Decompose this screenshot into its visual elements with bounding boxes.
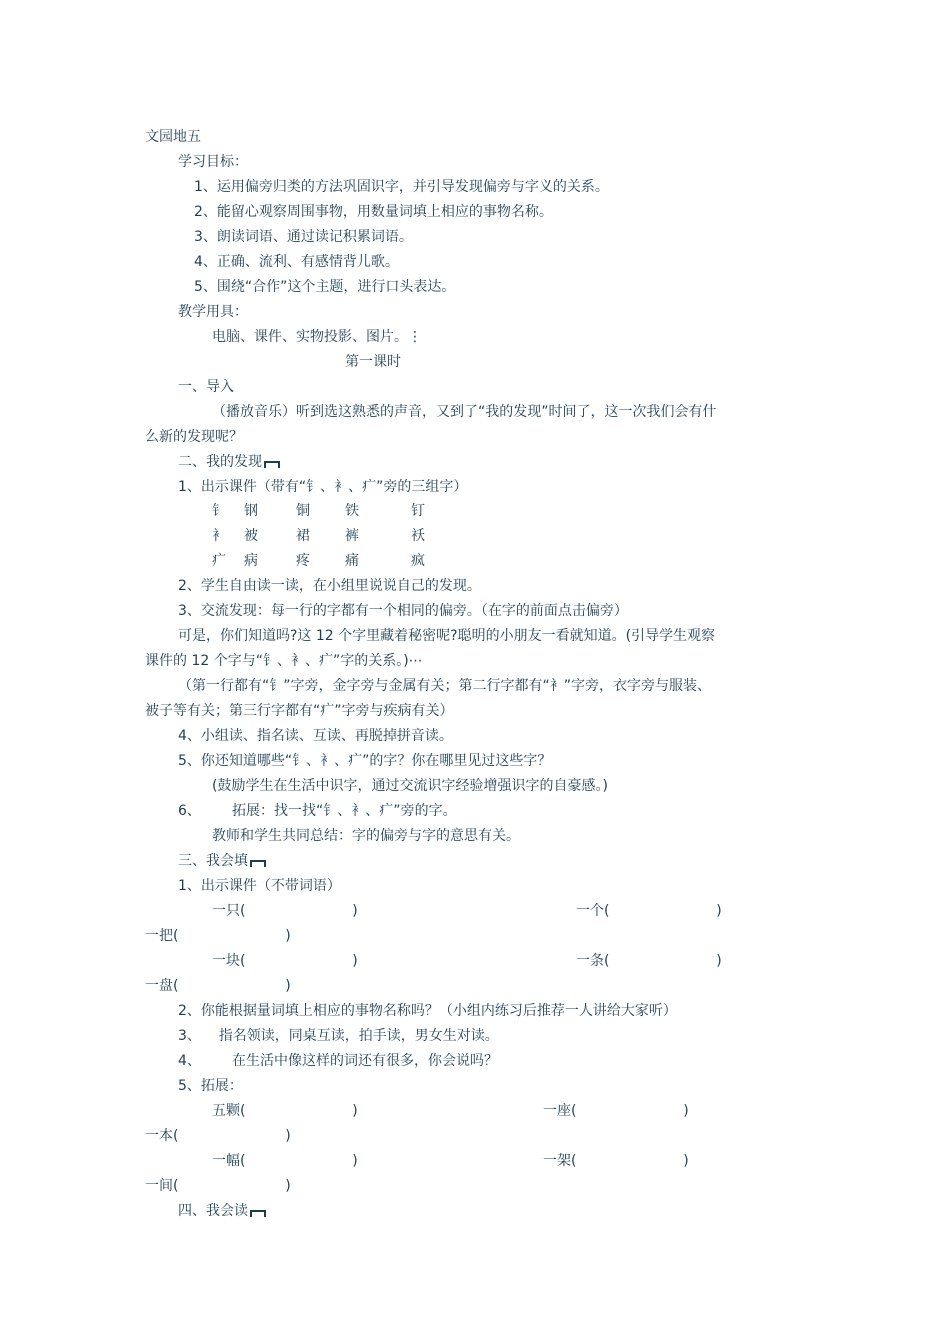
section-heading-row <box>178 851 266 871</box>
list-item: 4、小组读、指名读、互读、再脱掉拼音读。 <box>178 728 453 744</box>
char-cell: 疯 <box>411 553 425 569</box>
goal-item: 5、围绕“合作”这个主题，进行口头表达。 <box>194 279 456 295</box>
fill-blank: 一座( ) <box>543 1103 689 1119</box>
char-cell: 痛 <box>345 553 359 569</box>
fill-blank: 一块( ) <box>212 953 358 969</box>
paragraph: 被子等有关；第三行字都有“疒”字旁与疾病有关） <box>145 703 454 719</box>
char-cell: 被 <box>244 528 258 544</box>
doc-title: 文园地五 <box>145 129 201 145</box>
goals-heading: 学习目标： <box>178 154 248 170</box>
paragraph: 可是，你们知道吗?这 12 个字里藏着秘密呢?聪明的小朋友一看就知道。(引导学生观察 <box>178 628 716 644</box>
section-heading-row <box>178 452 280 472</box>
char-cell: 裤 <box>345 528 359 544</box>
section-heading: 三、我会填 <box>178 853 248 869</box>
list-item: 6、 拓展：找一找“钅、衤、疒”旁的字。 <box>178 803 457 819</box>
paragraph: 课件的 12 个字与“钅、衤、疒”字的关系。)⋯ <box>145 653 423 669</box>
fill-blank: 一本( ) <box>145 1128 291 1144</box>
section-heading: 一、导入 <box>178 379 234 395</box>
fill-blank: 一只( ) <box>212 903 358 919</box>
char-cell: 袄 <box>411 528 425 544</box>
fill-blank: 五颗( ) <box>212 1103 358 1119</box>
summary: 教师和学生共同总结：字的偏旁与字的意思有关。 <box>212 828 520 844</box>
char-cell: 钢 <box>244 503 258 519</box>
fill-blank: 一条( ) <box>576 953 722 969</box>
char-cell: 铜 <box>296 503 310 519</box>
list-item: 5、你还知道哪些“钅、衤、疒”的字？你在哪里见过这些字？ <box>178 753 552 769</box>
section-heading: 四、我会读 <box>178 1203 248 1219</box>
list-item: 1、出示课件（不带词语） <box>178 878 341 894</box>
list-item: 3、 指名领读，同桌互读，拍手读，男女生对读。 <box>178 1028 499 1044</box>
fold-mark-icon <box>250 1210 266 1217</box>
fill-blank: 一架( ) <box>543 1153 689 1169</box>
goal-item: 1、运用偏旁归类的方法巩固识字，并引导发现偏旁与字义的关系。 <box>194 179 609 195</box>
fold-mark-icon <box>250 860 266 867</box>
fill-blank: 一间( ) <box>145 1178 291 1194</box>
section-heading: 二、我的发现 <box>178 454 262 470</box>
fill-blank: 一个( ) <box>576 903 722 919</box>
section-heading-row <box>178 1201 266 1221</box>
fill-blank: 一把( ) <box>145 928 291 944</box>
tools-heading: 教学用具： <box>178 304 248 320</box>
fill-blank: 一幅( ) <box>212 1153 358 1169</box>
list-item: 2、你能根据量词填上相应的事物名称吗？（小组内练习后推荐一人讲给大家听） <box>178 1003 677 1019</box>
note: (鼓励学生在生活中识字，通过交流识字经验增强识字的自豪感。) <box>212 778 608 794</box>
list-item: 1、出示课件（带有“钅、衤、疒”旁的三组字） <box>178 479 468 495</box>
goal-item: 3、朗读词语、通过读记积累词语。 <box>194 229 413 245</box>
list-item: 2、学生自由读一读，在小组里说说自己的发现。 <box>178 578 481 594</box>
char-cell: 铁 <box>345 503 359 519</box>
paragraph: 么新的发现呢？ <box>145 429 243 445</box>
paragraph: （播放音乐）听到选这熟悉的声音，又到了“我的发现”时间了，这一次我们会有什 <box>212 404 717 420</box>
paragraph: （第一行都有“钅”字旁，金字旁与金属有关；第二行字都有“衤”字旁，衣字旁与服装、 <box>178 678 712 694</box>
char-cell: 钅 <box>212 503 226 519</box>
list-item: 3、交流发现：每一行的字都有一个相同的偏旁。（在字的前面点击偏旁） <box>178 603 628 619</box>
char-cell: 衤 <box>212 528 226 544</box>
fold-mark-icon <box>264 461 280 468</box>
list-item: 4、 在生活中像这样的词还有很多，你会说吗？ <box>178 1053 499 1069</box>
lesson-title: 第一课时 <box>345 354 401 370</box>
char-cell: 疼 <box>296 553 310 569</box>
char-cell: 裙 <box>296 528 310 544</box>
fill-blank: 一盘( ) <box>145 978 291 994</box>
char-cell: 病 <box>244 553 258 569</box>
char-cell: 钉 <box>411 503 425 519</box>
tools-list: 电脑、课件、实物投影、图片。⋮ <box>212 329 422 345</box>
list-item: 5、拓展： <box>178 1078 243 1094</box>
goal-item: 4、正确、流利、有感情背儿歌。 <box>194 254 399 270</box>
goal-item: 2、能留心观察周围事物，用数量词填上相应的事物名称。 <box>194 204 553 220</box>
char-cell: 疒 <box>212 553 226 569</box>
